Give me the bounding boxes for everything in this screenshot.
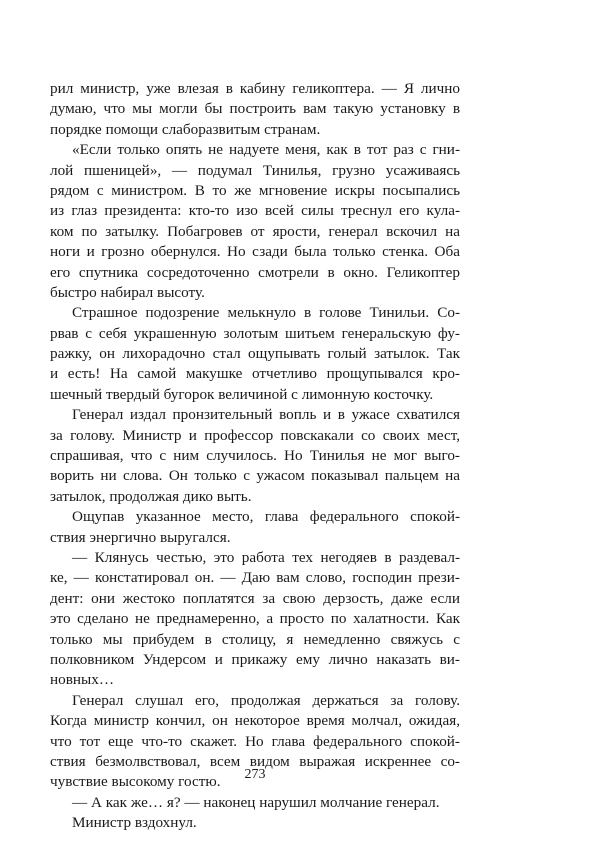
text-line: «Если только опять не надуете меня, как в тот раз с гни- — [72, 141, 460, 159]
text-line: рил министр, уже влезая в кабину геликоптера. — Я лично — [50, 80, 460, 97]
text-line: Генерал слушал его, продолжая держаться за голову. — [72, 691, 460, 709]
text-line: из глаз президента: кто-то изо всей силы треснул его кула- — [50, 202, 460, 220]
text-line: Ощупав указанное место, глава федерального спокой- — [72, 508, 460, 526]
text-line: рядом с министром. В то же мгновение искры посыпались — [50, 181, 460, 199]
text-line: — Клянусь честью, это работа тех негодяев в раздевал- — [72, 548, 460, 566]
text-line: ноги и грозно обернулся. Но сзади была только стенка. Оба — [50, 243, 460, 261]
text-line: рвав с себя украшенную золотым шитьем генеральскую фу- — [50, 324, 460, 342]
text-line: новных… — [50, 671, 115, 689]
text-line: ражку, он лихорадочно стал ощупывать голый затылок. Так — [50, 345, 460, 363]
text-line: что тот еще что-то скажет. Но глава федерального спокой- — [50, 732, 460, 750]
text-line: его спутника сосредоточенно смотрели в окно. Геликоптер — [50, 263, 460, 281]
text-line: и есть! На самой макушке отчетливо прощупывался кро- — [50, 365, 460, 383]
text-line: полковником Ундерсом и прикажу ему лично наказать ви- — [50, 650, 460, 668]
text-line: ком по затылку. Побагровев от ярости, генерал вскочил на — [50, 222, 460, 240]
body-text — [50, 79, 460, 833]
text-line: только мы прибудем в столицу, я немедленно свяжусь с — [50, 630, 460, 648]
text-line: Страшное подозрение мелькнуло в голове Тинильи. Со- — [72, 304, 460, 322]
text-line: ке, — констатировал он. — Даю вам слово, господин прези- — [50, 569, 460, 587]
text-line: — А как же… я? — наконец нарушил молчание генерал. — [72, 793, 440, 811]
text-line: ствия энергично выругался. — [50, 528, 231, 546]
text-line: за голову. Министр и профессор повскакали со своих мест, — [50, 426, 460, 444]
text-line: затылок, продолжая дико выть. — [50, 487, 252, 505]
page-number: 273 — [244, 767, 266, 782]
text-line: думаю, что мы могли бы построить вам такую установку в — [50, 100, 460, 118]
text-line: ствия безмолвствовал, всем видом выражая искреннее со- — [50, 752, 460, 770]
text-line: чувствие высокому гостю. — [50, 773, 221, 791]
text-line: Когда министр кончил, он некоторое время молчал, ожидая, — [50, 712, 460, 730]
text-line: Генерал издал пронзительный вопль и в ужасе схватился — [72, 406, 460, 424]
text-line: дент: они жестоко поплатятся за свою дерзость, даже если — [50, 589, 460, 607]
text-line: ворить ни слова. Он только с ужасом показывал пальцем на — [50, 467, 460, 485]
text-line: быстро набирал высоту. — [50, 283, 205, 301]
text-line: Министр вздохнул. — [72, 814, 197, 832]
text-line: лой пшеницей», — подумал Тинилья, грузно усаживаясь — [50, 161, 460, 179]
text-line: это сделано не преднамеренно, а просто по халатности. Как — [50, 610, 460, 628]
text-line: шечный твердый бугорок величиной с лимонную косточку. — [50, 385, 434, 403]
text-line: спрашивая, что с ним случилось. Но Тинилья не мог выго- — [50, 447, 460, 465]
text-line: порядке помощи слаборазвитым странам. — [50, 120, 321, 138]
